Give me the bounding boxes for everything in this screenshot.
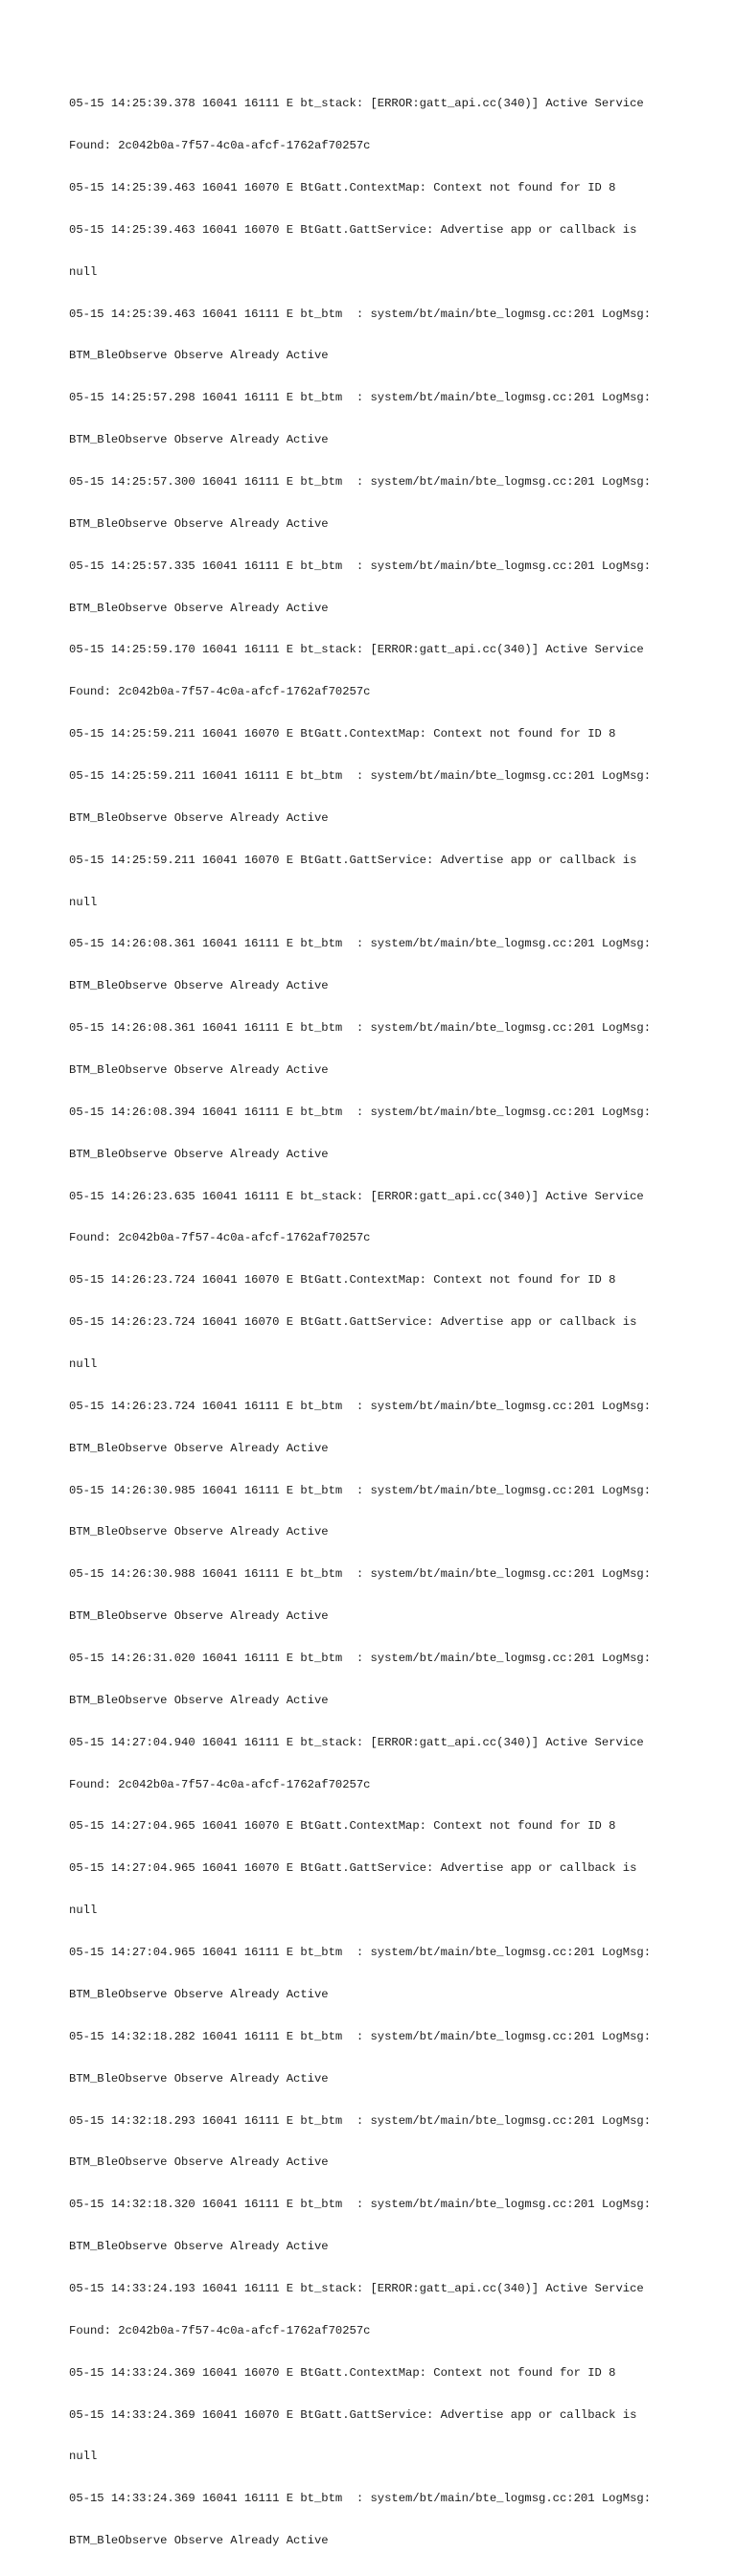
- log-line: BTM_BleObserve Observe Already Active: [69, 979, 329, 993]
- log-line: null: [69, 1904, 98, 1918]
- log-line: 05-15 14:25:57.300 16041 16111 E bt_btm : system/bt/main/bte_logmsg.cc:201 LogMsg:: [69, 474, 652, 489]
- log-line: null: [69, 1357, 98, 1372]
- log-line: 05-15 14:26:31.020 16041 16111 E bt_btm : system/bt/main/bte_logmsg.cc:201 LogMsg:: [69, 1652, 652, 1666]
- log-line: 05-15 14:25:57.298 16041 16111 E bt_btm : system/bt/main/bte_logmsg.cc:201 LogMsg:: [69, 391, 652, 405]
- log-line: Found: 2c042b0a-7f57-4c0a-afcf-1762af70257c: [69, 2323, 371, 2337]
- log-line: 05-15 14:26:23.724 16041 16070 E BtGatt.GattService: Advertise app or callback is: [69, 1315, 637, 1330]
- log-line: Found: 2c042b0a-7f57-4c0a-afcf-1762af70257c: [69, 1777, 371, 1791]
- log-line: BTM_BleObserve Observe Already Active: [69, 2240, 329, 2254]
- log-line: null: [69, 2450, 98, 2464]
- log-line: BTM_BleObserve Observe Already Active: [69, 2155, 329, 2170]
- log-line: 05-15 14:26:23.724 16041 16070 E BtGatt.ContextMap: Context not found for ID 8: [69, 1273, 616, 1288]
- log-line: 05-15 14:33:24.369 16041 16111 E bt_btm : system/bt/main/bte_logmsg.cc:201 LogMsg:: [69, 2492, 652, 2506]
- log-line: 05-15 14:26:23.724 16041 16111 E bt_btm : system/bt/main/bte_logmsg.cc:201 LogMsg:: [69, 1399, 652, 1413]
- log-line: BTM_BleObserve Observe Already Active: [69, 516, 329, 531]
- log-line: Found: 2c042b0a-7f57-4c0a-afcf-1762af70257c: [69, 1231, 371, 1245]
- log-line: 05-15 14:25:39.463 16041 16070 E BtGatt.GattService: Advertise app or callback is: [69, 222, 637, 237]
- log-line: BTM_BleObserve Observe Already Active: [69, 433, 329, 447]
- log-line: BTM_BleObserve Observe Already Active: [69, 1987, 329, 2001]
- log-line: 05-15 14:27:04.965 16041 16111 E bt_btm : system/bt/main/bte_logmsg.cc:201 LogMsg:: [69, 1946, 652, 1960]
- log-line: 05-15 14:25:39.378 16041 16111 E bt_stack: [ERROR:gatt_api.cc(340)] Active Service: [69, 97, 644, 111]
- log-line: 05-15 14:26:30.985 16041 16111 E bt_btm : system/bt/main/bte_logmsg.cc:201 LogMsg:: [69, 1483, 652, 1497]
- log-line: 05-15 14:32:18.320 16041 16111 E bt_btm : system/bt/main/bte_logmsg.cc:201 LogMsg:: [69, 2198, 652, 2212]
- log-line: 05-15 14:26:08.394 16041 16111 E bt_btm : system/bt/main/bte_logmsg.cc:201 LogMsg:: [69, 1105, 652, 1119]
- log-line: BTM_BleObserve Observe Already Active: [69, 1441, 329, 1455]
- log-line: 05-15 14:33:24.369 16041 16070 E BtGatt.GattService: Advertise app or callback is: [69, 2407, 637, 2422]
- log-line: BTM_BleObserve Observe Already Active: [69, 1147, 329, 1161]
- log-line: 05-15 14:25:39.463 16041 16111 E bt_btm : system/bt/main/bte_logmsg.cc:201 LogMsg:: [69, 307, 652, 321]
- log-line: 05-15 14:33:24.193 16041 16111 E bt_stack: [ERROR:gatt_api.cc(340)] Active Service: [69, 2281, 644, 2295]
- log-line: 05-15 14:33:24.369 16041 16070 E BtGatt.ContextMap: Context not found for ID 8: [69, 2365, 616, 2380]
- log-line: null: [69, 264, 98, 279]
- log-text: [69, 69, 682, 2576]
- log-line: 05-15 14:25:59.211 16041 16070 E BtGatt.GattService: Advertise app or callback is: [69, 853, 637, 867]
- log-line: 05-15 14:25:59.211 16041 16111 E bt_btm : system/bt/main/bte_logmsg.cc:201 LogMsg:: [69, 769, 652, 783]
- log-line: BTM_BleObserve Observe Already Active: [69, 1525, 329, 1539]
- log-line: BTM_BleObserve Observe Already Active: [69, 1609, 329, 1624]
- log-line: BTM_BleObserve Observe Already Active: [69, 810, 329, 825]
- log-line: Found: 2c042b0a-7f57-4c0a-afcf-1762af70257c: [69, 685, 371, 699]
- log-line: BTM_BleObserve Observe Already Active: [69, 2071, 329, 2086]
- log-line: 05-15 14:26:30.988 16041 16111 E bt_btm : system/bt/main/bte_logmsg.cc:201 LogMsg:: [69, 1567, 652, 1582]
- log-line: 05-15 14:25:57.335 16041 16111 E bt_btm : system/bt/main/bte_logmsg.cc:201 LogMsg:: [69, 559, 652, 573]
- log-line: 05-15 14:32:18.282 16041 16111 E bt_btm : system/bt/main/bte_logmsg.cc:201 LogMsg:: [69, 2029, 652, 2043]
- log-line: 05-15 14:32:18.293 16041 16111 E bt_btm : system/bt/main/bte_logmsg.cc:201 LogMsg:: [69, 2113, 652, 2128]
- log-line: 05-15 14:27:04.940 16041 16111 E bt_stack: [ERROR:gatt_api.cc(340)] Active Service: [69, 1735, 644, 1749]
- log-line: 05-15 14:26:08.361 16041 16111 E bt_btm : system/bt/main/bte_logmsg.cc:201 LogMsg:: [69, 1021, 652, 1036]
- log-line: 05-15 14:26:23.635 16041 16111 E bt_stack: [ERROR:gatt_api.cc(340)] Active Service: [69, 1189, 644, 1203]
- log-line: 05-15 14:25:59.211 16041 16070 E BtGatt.ContextMap: Context not found for ID 8: [69, 727, 616, 741]
- log-line: BTM_BleObserve Observe Already Active: [69, 2534, 329, 2548]
- log-line: BTM_BleObserve Observe Already Active: [69, 349, 329, 363]
- log-line: BTM_BleObserve Observe Already Active: [69, 601, 329, 615]
- log-line: null: [69, 895, 98, 909]
- log-line: 05-15 14:27:04.965 16041 16070 E BtGatt.GattService: Advertise app or callback is: [69, 1861, 637, 1876]
- log-line: BTM_BleObserve Observe Already Active: [69, 1063, 329, 1078]
- log-line: 05-15 14:25:39.463 16041 16070 E BtGatt.ContextMap: Context not found for ID 8: [69, 180, 616, 194]
- log-line: BTM_BleObserve Observe Already Active: [69, 1693, 329, 1707]
- log-line: 05-15 14:26:08.361 16041 16111 E bt_btm : system/bt/main/bte_logmsg.cc:201 LogMsg:: [69, 937, 652, 951]
- log-line: Found: 2c042b0a-7f57-4c0a-afcf-1762af70257c: [69, 139, 371, 153]
- log-line: 05-15 14:27:04.965 16041 16070 E BtGatt.ContextMap: Context not found for ID 8: [69, 1819, 616, 1834]
- log-line: 05-15 14:25:59.170 16041 16111 E bt_stack: [ERROR:gatt_api.cc(340)] Active Service: [69, 643, 644, 657]
